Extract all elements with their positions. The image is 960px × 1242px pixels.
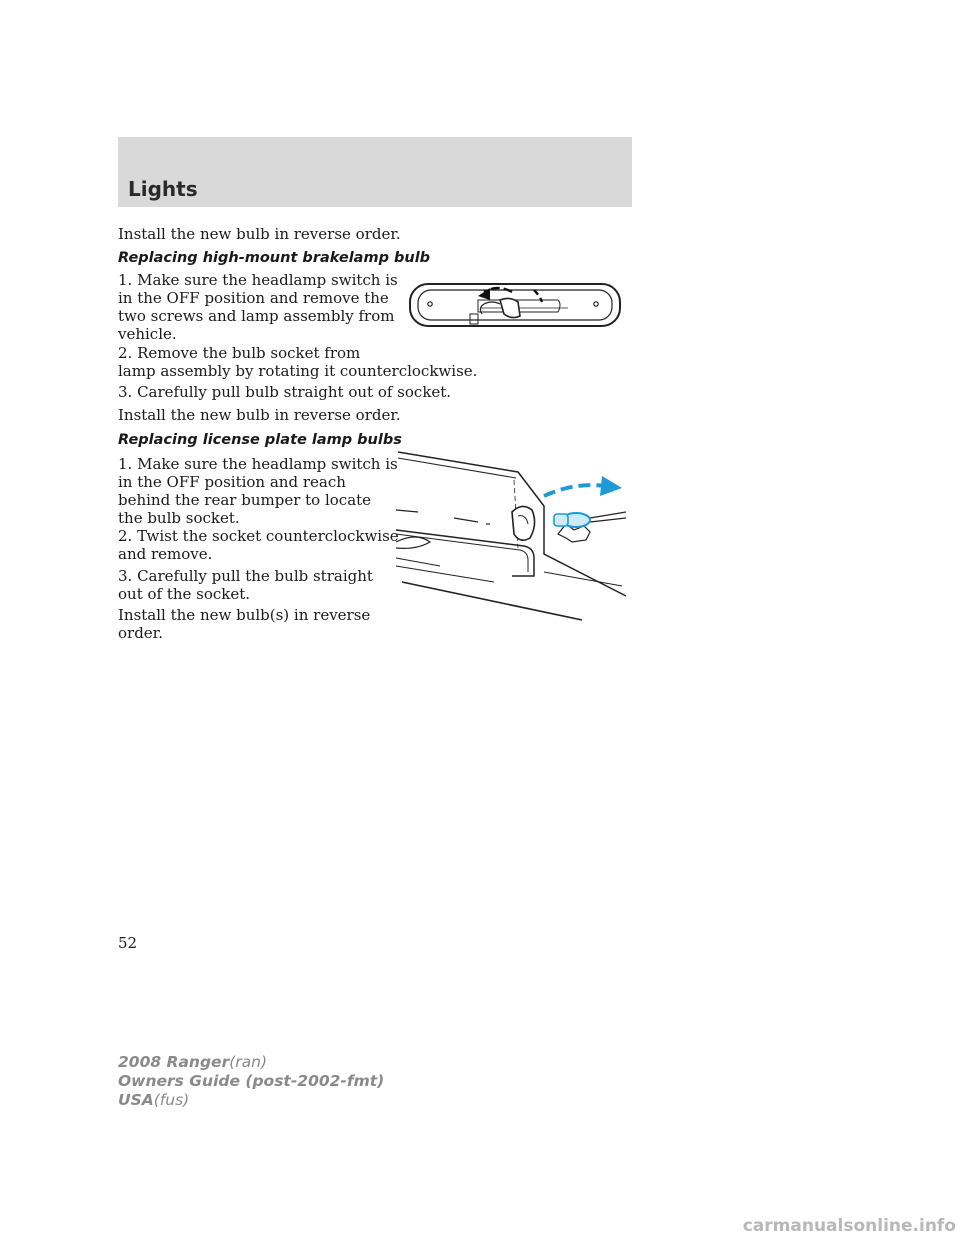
watermark: carmanualsonline.info [742, 1216, 956, 1236]
license-step-3: 3. Carefully pull the bulb straight out of the socket. [118, 567, 373, 603]
footer-model: 2008 Ranger [118, 1053, 230, 1071]
brakelamp-step-1: 1. Make sure the headlamp switch is in the OFF position and remove the two screws and lamp assembly from vehicle. [118, 271, 398, 343]
footer-guide-title: Owners Guide (post-2002-fmt) [118, 1072, 385, 1090]
footer-model-code: (ran) [229, 1053, 268, 1071]
footer-publication-info [118, 1053, 384, 1110]
brakelamp-illustration [408, 278, 624, 334]
heading-license-plate-lamp: Replacing license plate lamp bulbs [118, 432, 402, 448]
brakelamp-step-2: 2. Remove the bulb socket from lamp assembly by rotating it counterclockwise. [118, 344, 478, 380]
brakelamp-step-3: 3. Carefully pull bulb straight out of socket. [118, 383, 452, 401]
license-step-1: 1. Make sure the headlamp switch is in the OFF position and reach behind the rear bumper to locate the bulb socket. [118, 455, 398, 527]
license-plate-lamp-illustration [394, 448, 634, 624]
section-title: Lights [128, 177, 198, 201]
section-header-band [118, 137, 632, 207]
footer-market-code: (fus) [153, 1091, 190, 1109]
license-closing: Install the new bulb(s) in reverse order. [118, 606, 371, 642]
brakelamp-closing: Install the new bulb in reverse order. [118, 406, 401, 424]
license-step-2: 2. Twist the socket counterclockwise and remove. [118, 527, 399, 563]
heading-high-mount-brakelamp: Replacing high-mount brakelamp bulb [118, 250, 431, 266]
intro-text: Install the new bulb in reverse order. [118, 225, 401, 243]
page-number: 52 [118, 934, 138, 952]
footer-market: USA [118, 1091, 154, 1109]
